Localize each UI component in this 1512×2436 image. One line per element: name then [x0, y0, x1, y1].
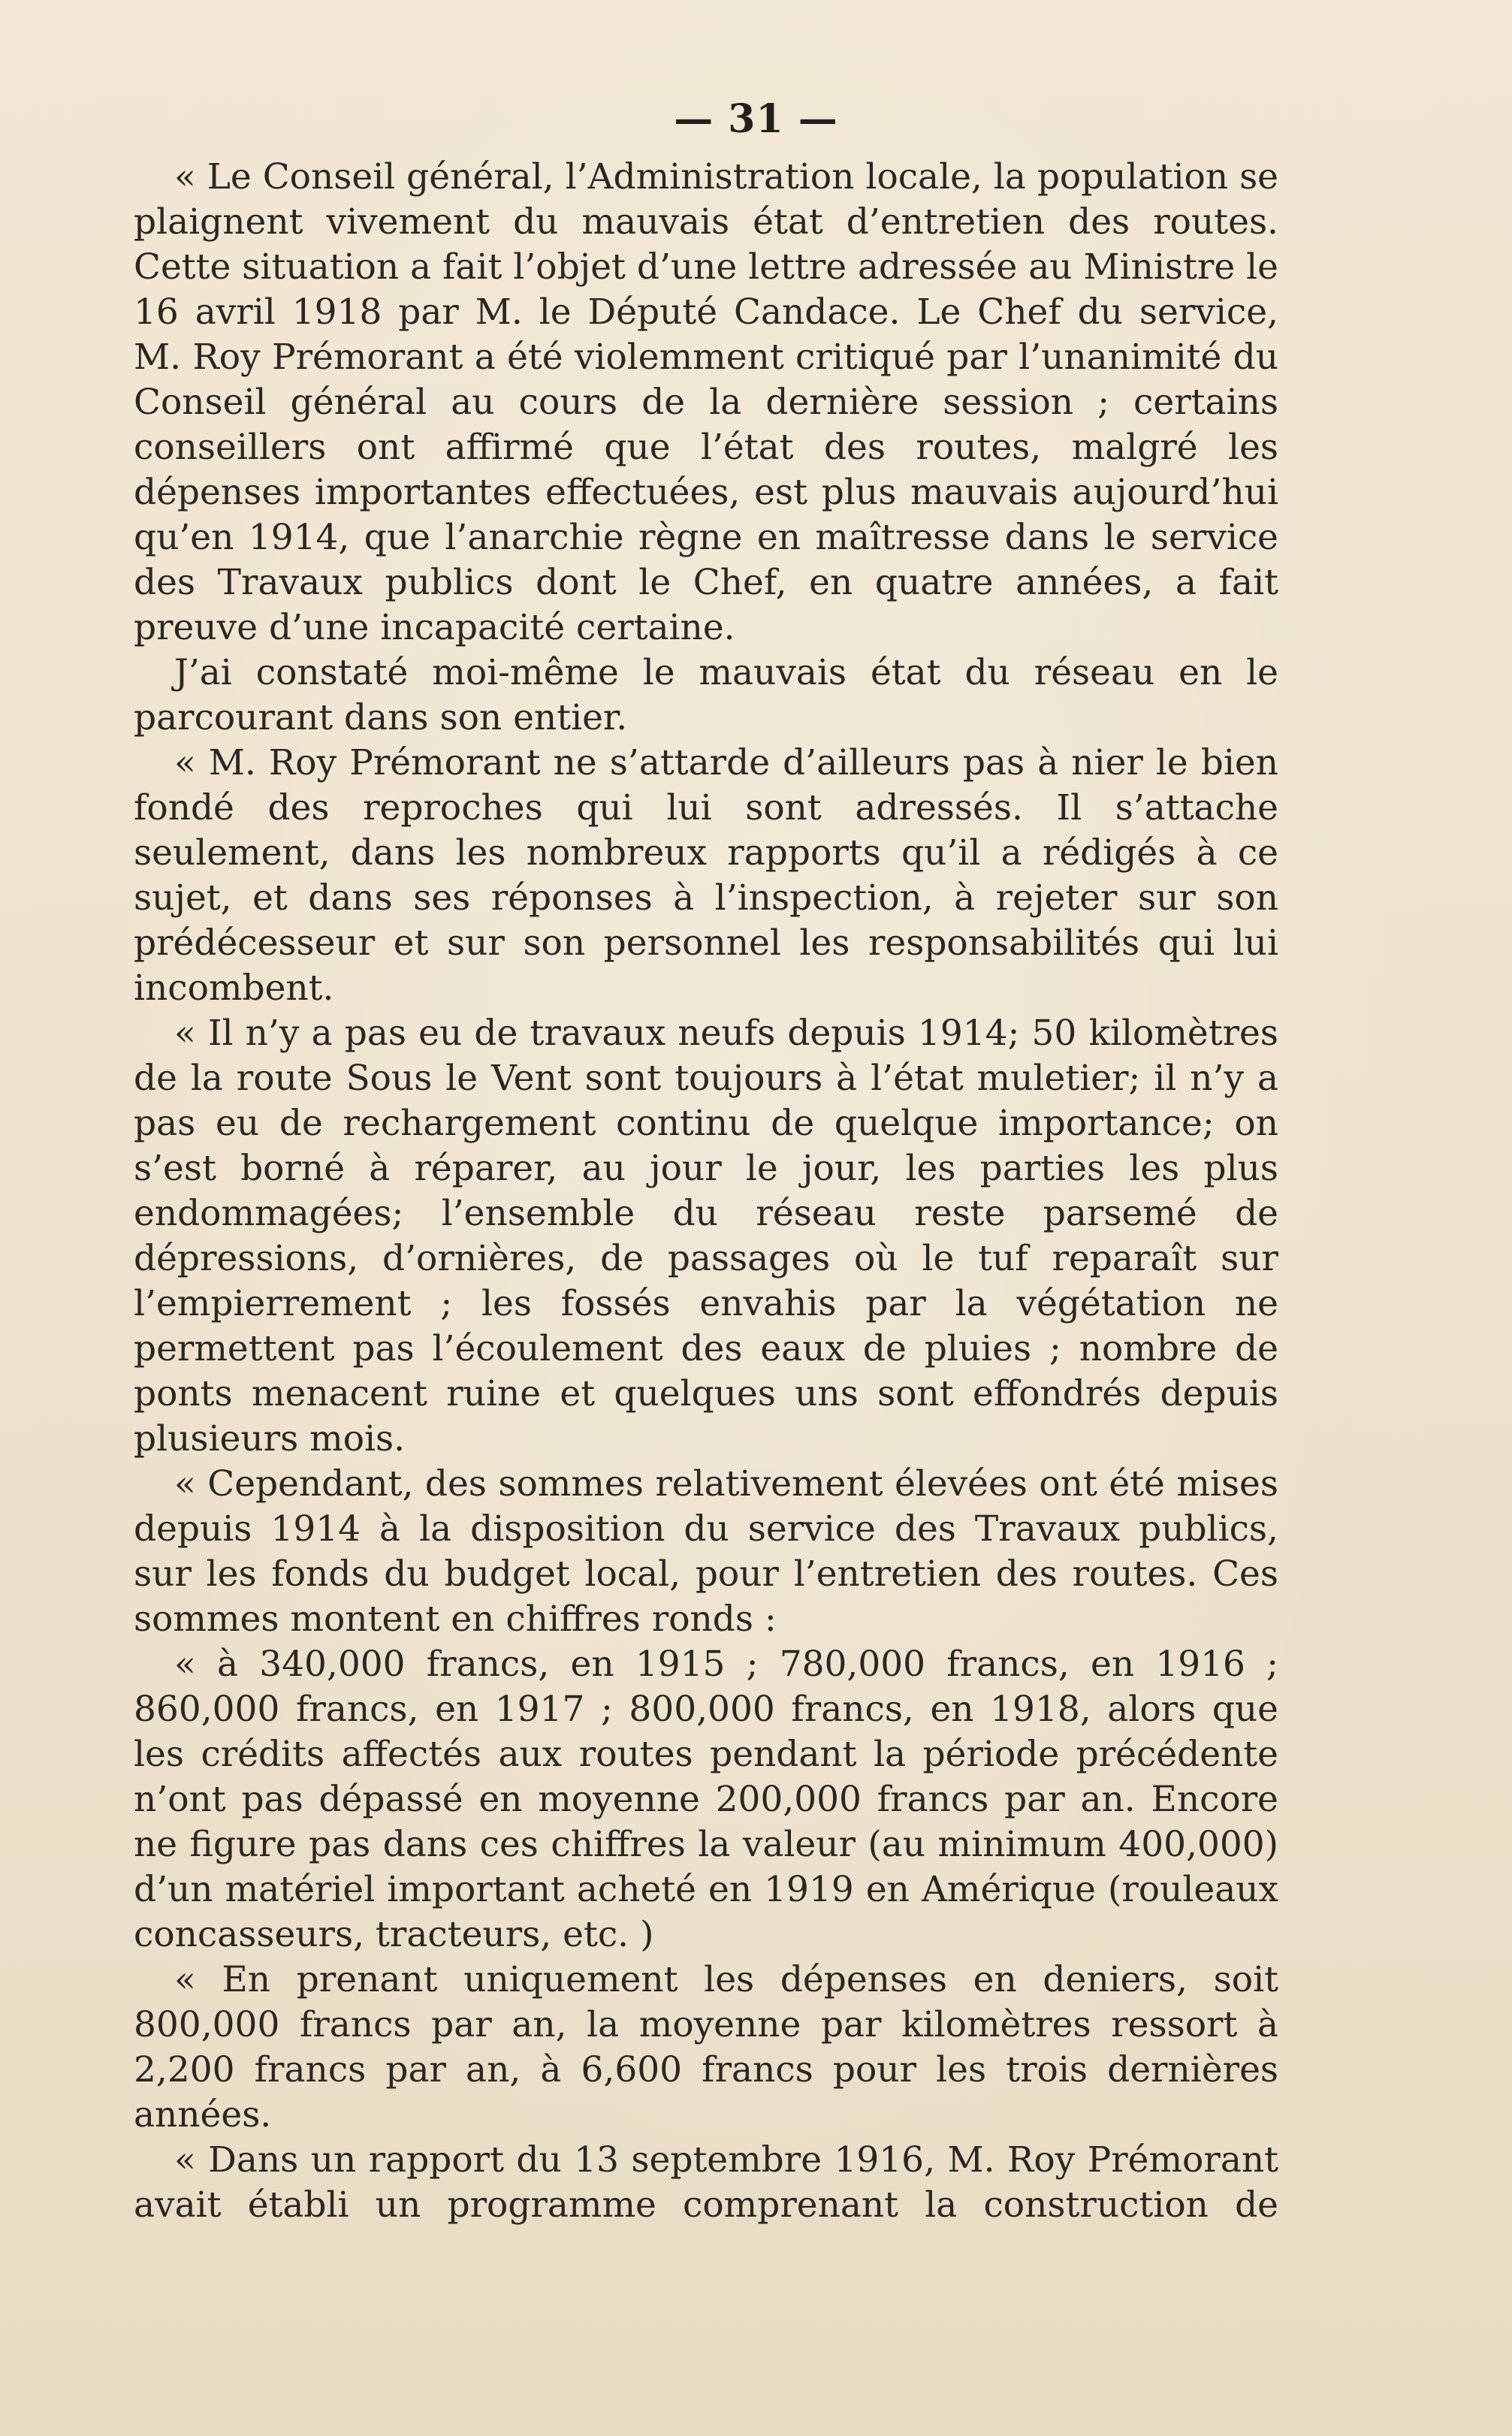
paragraph-3: « M. Roy Prémorant ne s’attarde d’ailleurs pas à nier le bien fondé des reproches qui lui sont adressés. Il s’attache seulement, dans les nombreux rapports qu’il a rédigés à ce sujet, et dans ses réponses à l’inspection, à rejeter sur son prédécesseur et sur son personnel les responsabilités qui lui incombent. — [134, 742, 1278, 1009]
paragraph-6: « à 340,000 francs, en 1915 ; 780,000 francs, en 1916 ; 860,000 francs, en 1917 ; 800,000 francs, en 1918, alors que les crédits affectés aux routes pendant la période précédente n’ont pas dépassé en moyenne 200,000 francs par an. Encore ne figure pas dans ces chiffres la valeur (au minimum 400,000) d’un matériel important acheté en 1919 en Amérique (rouleaux concasseurs, tracteurs, etc. ) — [134, 1644, 1278, 1955]
paragraph-4: « Il n’y a pas eu de travaux neufs depuis 1914; 50 kilomètres de la route Sous le Vent sont toujours à l’état muletier; il n’y a pas eu de rechargement continu de quelque importance; on s’est borné à réparer, au jour le jour, les parties les plus endommagées; l’ensemble du réseau reste parsemé de dépressions, d’ornières, de passages où le tuf reparaît sur l’empierrement ; les fossés envahis par la végétation ne permettent pas l’écoulement des eaux de pluies ; nombre de ponts menacent ruine et quelques uns sont effondrés depuis plusieurs mois. — [134, 1013, 1278, 1459]
body-text — [134, 155, 1278, 2228]
paragraph-2: J’ai constaté moi-même le mauvais état du réseau en le parcourant dans son entier. — [134, 652, 1278, 738]
paragraph-8: « Dans un rapport du 13 septembre 1916, M. Roy Prémorant avait établi un programme comprenant la construction de — [134, 2139, 1278, 2226]
paragraph-7: « En prenant uniquement les dépenses en deniers, soit 800,000 francs par an, la moyenne par kilomètres ressort à 2,200 francs par an, à 6,600 francs pour les trois dernières années. — [134, 1959, 1278, 2136]
paragraph-5: « Cependant, des sommes relativement élevées ont été mises depuis 1914 à la disposition du service des Travaux publics, sur les fonds du budget local, pour l’entretien des routes. Ces sommes montent en chiffres ronds : — [134, 1463, 1278, 1640]
paragraph-1: « Le Conseil général, l’Administration locale, la population se plaignent vivement du mauvais état d’entretien des routes. Cette situation a fait l’objet d’une lettre adressée au Ministre le 16 avril 1918 par M. le Député Candace. Le Chef du service, M. Roy Prémorant a été violemment critiqué par l’unanimité du Conseil général au cours de la dernière session ; certains conseillers ont affirmé que l’état des routes, malgré les dépenses importantes effectuées, est plus mauvais aujourd’hui qu’en 1914, que l’anarchie règne en maîtresse dans le service des Travaux publics dont le Chef, en quatre années, a fait preuve d’une incapacité certaine. — [134, 156, 1278, 648]
page-number: — 31 — — [674, 96, 838, 142]
